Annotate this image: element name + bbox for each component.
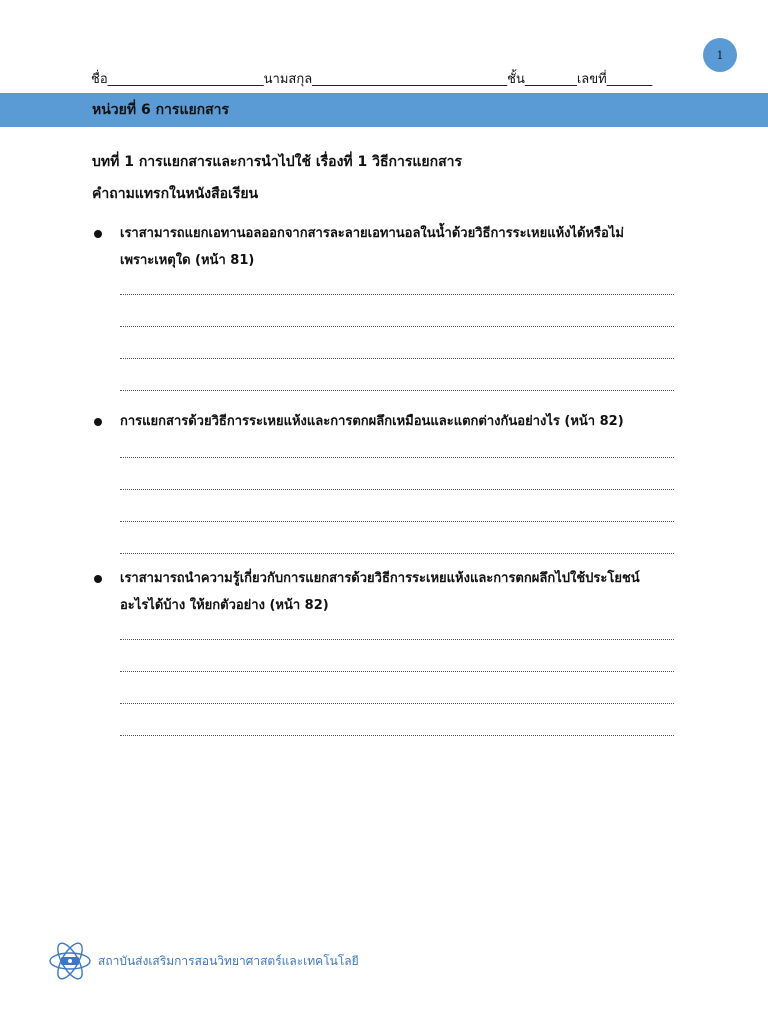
answer-line[interactable] xyxy=(120,521,674,522)
bullet-icon xyxy=(94,575,102,583)
answer-line[interactable] xyxy=(120,553,674,554)
answer-line[interactable] xyxy=(120,390,674,391)
answer-line[interactable] xyxy=(120,735,674,736)
section-title: คำถามแทรกในหนังสือเรียน xyxy=(92,186,259,202)
unit-header-band xyxy=(0,93,768,127)
question-2 xyxy=(92,408,682,435)
answer-line[interactable] xyxy=(120,489,674,490)
question-line-2: อะไรได้บ้าง ให้ยกตัวอย่าง (หน้า 82) xyxy=(120,598,329,613)
question-1 xyxy=(92,220,682,274)
question-line-1: การแยกสารด้วยวิธีการระเหยแห้งและการตกผลึกเหมือนและแตกต่างกันอย่างไร (หน้า 82) xyxy=(120,414,624,429)
page-number-badge xyxy=(703,38,737,72)
footer xyxy=(48,938,359,984)
answer-line[interactable] xyxy=(120,639,674,640)
answer-line[interactable] xyxy=(120,326,674,327)
ipst-atom-logo-icon xyxy=(48,939,92,983)
question-text xyxy=(92,408,682,435)
question-line-1: เราสามารถแยกเอทานอลออกจากสารละลายเอทานอลในน้ำด้วยวิธีการระเหยแห้งได้หรือไม่ xyxy=(120,226,624,241)
question-3 xyxy=(92,565,682,619)
unit-title: หน่วยที่ 6 การแยกสาร xyxy=(92,102,230,118)
answer-line[interactable] xyxy=(120,457,674,458)
answer-line[interactable] xyxy=(120,703,674,704)
lesson-title: บทที่ 1 การแยกสารและการนำไปใช้ เรื่องที่ 1 วิธีการแยกสาร xyxy=(92,154,463,170)
question-text xyxy=(92,220,682,274)
answer-line[interactable] xyxy=(120,358,674,359)
question-line-2: เพราะเหตุใด (หน้า 81) xyxy=(120,253,255,268)
bullet-icon xyxy=(94,418,102,426)
question-line-1: เราสามารถนำความรู้เกี่ยวกับการแยกสารด้วยวิธีการระเหยแห้งและการตกผลึกไปใช้ประโยชน์ xyxy=(120,571,640,586)
student-info-line: ชื่อ________________________นามสกุล______________________________ชั้น________เลขที่_______ xyxy=(91,72,653,87)
answer-line[interactable] xyxy=(120,294,674,295)
institute-name: สถาบันส่งเสริมการสอนวิทยาศาสตร์และเทคโนโลยี xyxy=(98,953,359,968)
bullet-icon xyxy=(94,230,102,238)
answer-line[interactable] xyxy=(120,671,674,672)
page-number: 1 xyxy=(716,48,724,62)
question-text xyxy=(92,565,682,619)
